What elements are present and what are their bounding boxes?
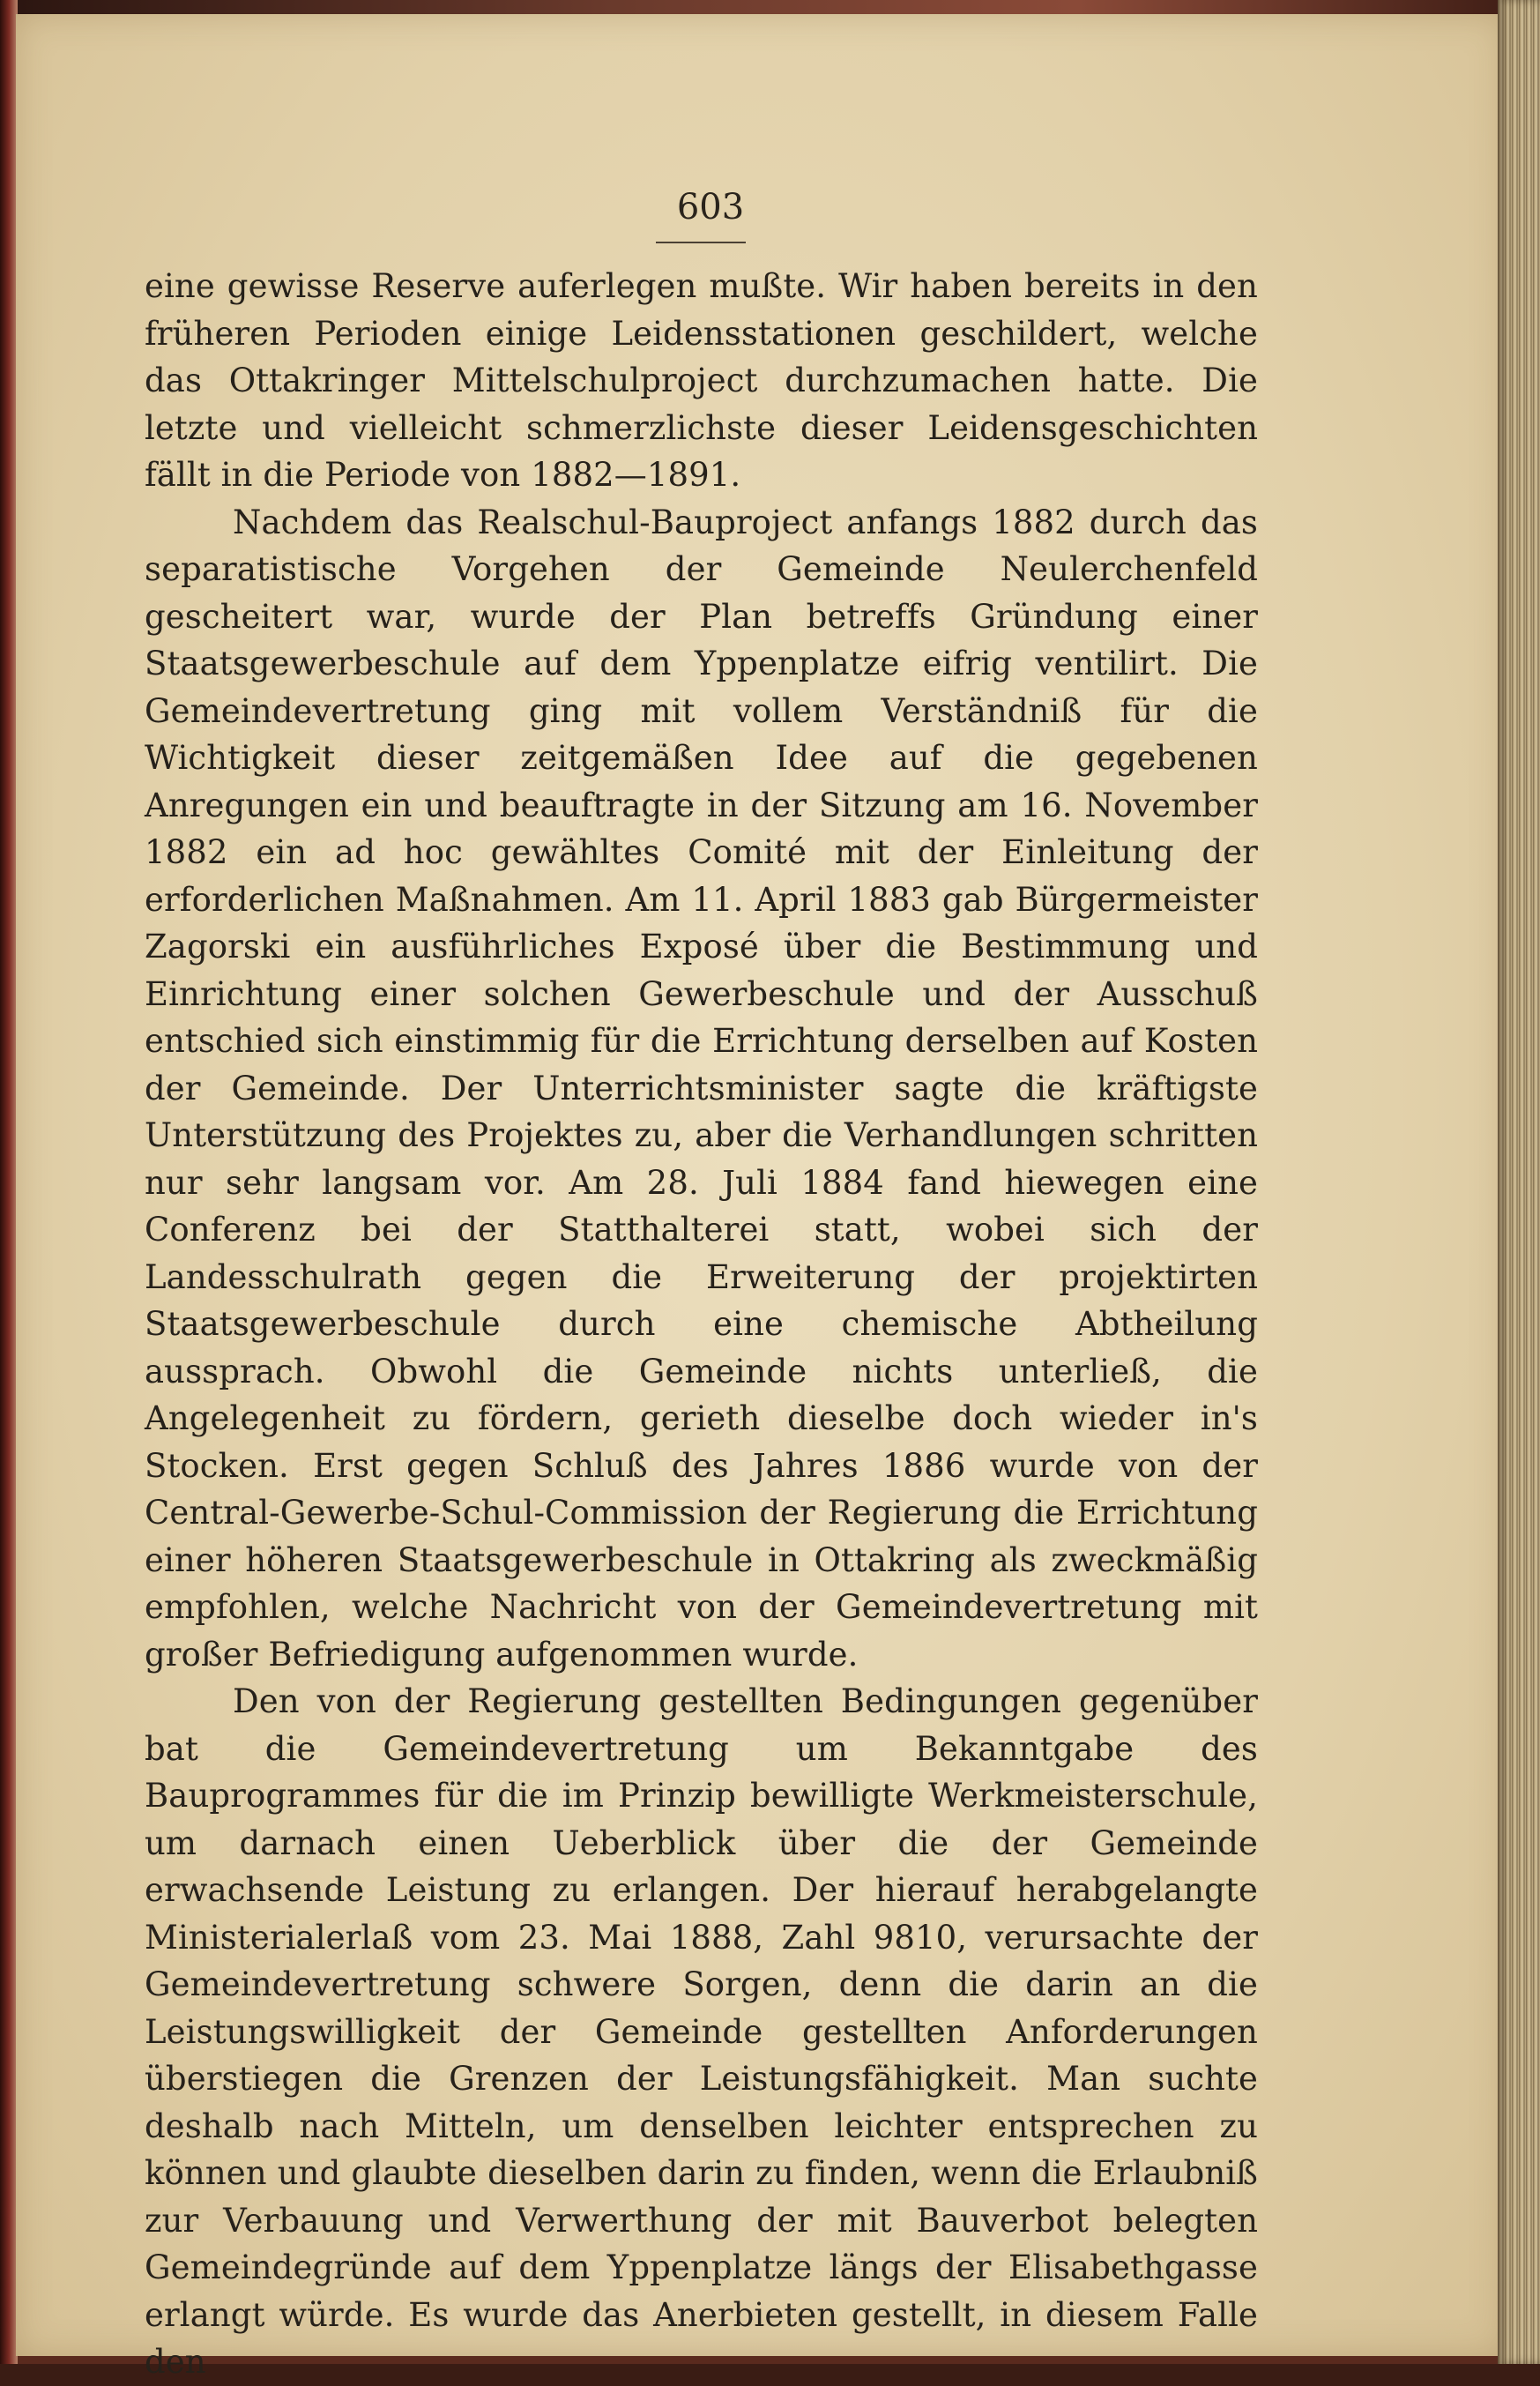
page-body [145, 263, 1258, 2386]
page-number-rule [656, 242, 746, 243]
book-binding-edge [0, 0, 18, 2364]
page-number: 603 [676, 187, 745, 227]
book-page [16, 14, 1506, 2381]
page-stack-edge [1498, 0, 1540, 2364]
paragraph-2: Nachdem das Realschul-Bauproject anfangs 1882 durch das separatistische Vorgehen der Gemeinde Neulerchenfeld gescheitert war, wurde der Plan betreffs Gründung einer Staatsgewerbeschule auf dem Yppenplatze eifrig ventilirt. Die Gemeindevertretung ging mit vollem Verständniß für die Wichtigkeit dieser zeitgemäßen Idee auf die gegebenen Anregungen ein und beauftragte in der Sitzung am 16. November 1882 ein ad hoc gewähltes Comité mit der Einleitung der erforderlichen Maßnahmen. Am 11. April 1883 gab Bürgermeister Zagorski ein ausführliches Exposé über die Bestimmung und Einrichtung einer solchen Gewerbeschule und der Ausschuß entschied sich einstimmig für die Errichtung derselben auf Kosten der Gemeinde. Der Unterrichtsminister sagte die kräftigste Unterstützung des Projektes zu, aber die Verhandlungen schritten nur sehr langsam vor. Am 28. Juli 1884 fand hiewegen eine Conferenz bei der Statthalterei statt, wobei sich der Landesschulrath gegen die Erweiterung der projektirten Staatsgewerbeschule durch eine chemische Abtheilung aussprach. Obwohl die Gemeinde nichts unterließ, die Angelegenheit zu fördern, gerieth dieselbe doch wieder in's Stocken. Erst gegen Schluß des Jahres 1886 wurde von der Central-Gewerbe-Schul-Commission der Regierung die Errichtung einer höheren Staatsgewerbeschule in Ottakring als zweckmäßig empfohlen, welche Nachricht von der Gemeindevertretung mit großer Befriedigung aufgenommen wurde. [145, 503, 1258, 1674]
paragraph-3: Den von der Regierung gestellten Bedingungen gegenüber bat die Gemeindevertretung um Bekanntgabe des Bauprogrammes für die im Prinzip bewilligte Werkmeisterschule, um darnach einen Ueberblick über die der Gemeinde erwachsende Leistung zu erlangen. Der hierauf herabgelangte Ministerialerlaß vom 23. Mai 1888, Zahl 9810, verursachte der Gemeindevertretung schwere Sorgen, denn die darin an die Leistungswilligkeit der Gemeinde gestellten Anforderungen überstiegen die Grenzen der Leistungsfähigkeit. Man suchte deshalb nach Mitteln, um denselben leichter entsprechen zu können und glaubte dieselben darin zu finden, wenn die Erlaubniß zur Verbauung und Verwerthung der mit Bauverbot belegten Gemeindegründe auf dem Yppenplatze längs der Elisabethgasse erlangt würde. Es wurde das Anerbieten gestellt, in diesem Falle den [145, 1682, 1258, 2381]
paragraph-1: eine gewisse Reserve auferlegen mußte. Wir haben bereits in den früheren Perioden einige Leidensstationen geschildert, welche das Ottakringer Mittelschulproject durchzumachen hatte. Die letzte und vielleicht schmerzlichste dieser Leidensgeschichten fällt in die Periode von 1882—1891. [145, 267, 1258, 494]
